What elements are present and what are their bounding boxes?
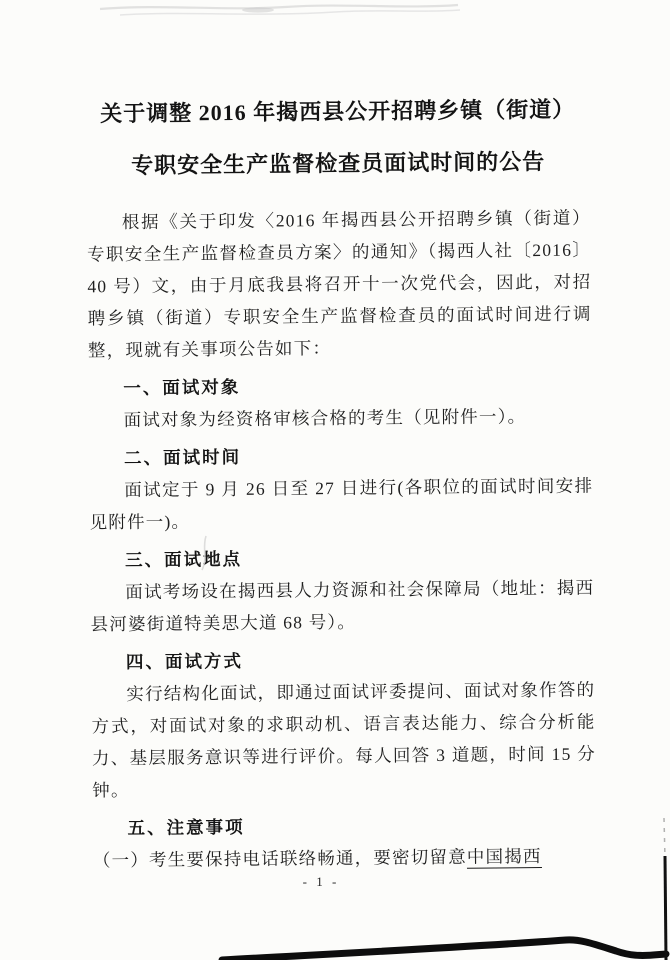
section-body: 实行结构化面试，即通过面试评委提问、面试对象作答的方式，对面试对象的求职动机、语言表达能力、综合分析能力、基层服务意识等进行评价。每人回答 3 道题，时间 15 分钟。	[91, 679, 596, 801]
doc-title	[85, 84, 590, 193]
section-heading: 一、面试对象	[123, 376, 241, 399]
section-body	[93, 840, 597, 877]
scan-edge-bottom	[222, 940, 666, 960]
section-heading: 五、注意事项	[127, 816, 245, 839]
page-number: - 1 -	[302, 874, 340, 889]
section-body: 面试考场设在揭西县人力资源和社会保障局（地址：揭西县河婆街道特美思大道 68 号）。	[90, 577, 595, 635]
section-interview-place	[90, 540, 595, 641]
section-heading: 二、面试时间	[123, 446, 242, 469]
section-body: 面试对象为经资格审核合格的考生（见附件一）。	[123, 406, 527, 431]
doc-title-line-1: 关于调整 2016 年揭西县公开招聘乡镇（街道）	[100, 96, 576, 127]
doc-title-line-2: 专职安全生产监督检查员面试时间的公告	[131, 148, 546, 178]
scan-edge-right	[665, 856, 666, 960]
section-notes	[92, 808, 597, 877]
section-body: 面试定于 9 月 26 日至 27 日进行(各职位的面试时间安排见附件一)。	[89, 475, 594, 533]
section-interview-subjects	[88, 368, 593, 437]
section-heading: 四、面试方式	[125, 650, 244, 673]
section-interview-time	[89, 438, 594, 539]
underlined-text: 中国揭西	[466, 846, 542, 867]
notes-text: （一）考生要保持电话联络畅通，要密切留意	[92, 846, 467, 871]
section-interview-method	[91, 642, 597, 807]
intro-paragraph: 根据《关于印发〈2016 年揭西县公开招聘乡镇（街道）专职安全生产监督检查员方案〉的通知》（揭西人社〔2016〕40 号）文，由于月底我县将召开十一次党代会，因此，对招聘乡镇（街道）专职安全生产监督检查员的面试时间进行调整，现就有关事项公告如下：	[86, 207, 592, 361]
section-heading: 三、面试地点	[124, 548, 243, 571]
